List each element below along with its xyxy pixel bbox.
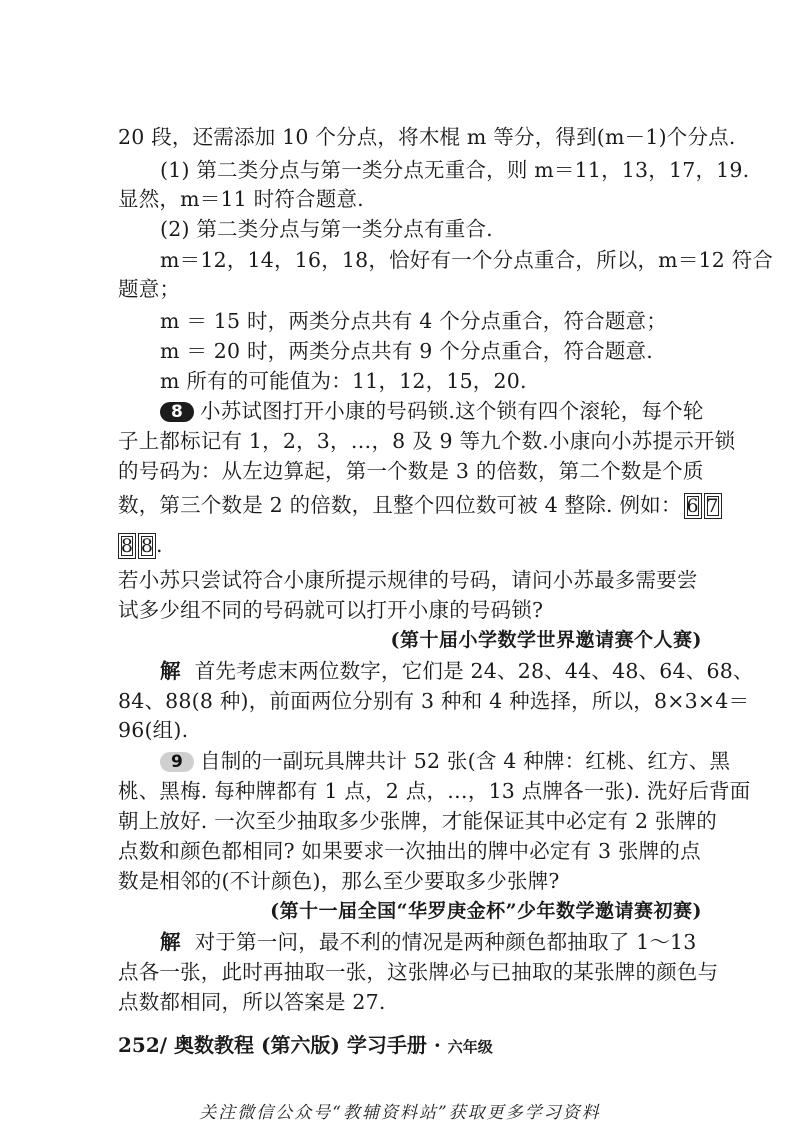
- text-line: 96(组).: [118, 718, 189, 742]
- text-line: m ＝ 20 时，两类分点共有 9 个分点重合，符合题意.: [160, 339, 653, 363]
- text-line-with-example: [118, 492, 719, 519]
- problem-number-badge: 8: [160, 402, 194, 422]
- example-code-continued: [118, 532, 684, 559]
- watermark-text: 关注微信公众号“教辅资料站”获取更多学习资料: [199, 1103, 601, 1123]
- solution-label: 解: [160, 659, 181, 683]
- period: .: [156, 533, 163, 557]
- text-line: 桃、黑梅. 每种牌都有 1 点，2 点，…，13 点牌各一张). 洗好后背面: [118, 779, 751, 803]
- text-line: 点数都相同，所以答案是 27.: [118, 990, 386, 1014]
- text-line: 的号码为：从左边算起，第一个数是 3 的倍数，第二个数是个质: [118, 459, 704, 483]
- text-line: 子上都标记有 1，2，3，…，8 及 9 等九个数.小康向小苏提示开锁: [118, 429, 736, 453]
- text-line: 试多少组不同的号码就可以打开小康的号码锁?: [118, 598, 544, 622]
- text-line: 数是相邻的(不计颜色)，那么至少要取多少张牌?: [118, 869, 560, 893]
- problem-text: 数，第三个数是 2 的倍数，且整个四位数可被 4 整除. 例如：: [118, 493, 682, 517]
- text-line: 84、88(8 种)，前面两位分别有 3 种和 4 种选择，所以，8×3×4＝: [118, 689, 750, 713]
- grade-label: 六年级: [447, 1038, 493, 1056]
- text-line: 20 段，还需添加 10 个分点，将木棍 m 等分，得到(m－1)个分点.: [118, 125, 736, 149]
- code-digit-box: 8: [138, 533, 156, 559]
- problem-text: 自制的一副玩具牌共计 52 张(含 4 种牌：红桃、红方、黑: [200, 749, 731, 773]
- solution-text: 对于第一问，最不利的情况是两种颜色都抽取了 1～13: [194, 930, 697, 954]
- page-number: 252/: [118, 1033, 168, 1057]
- text-line: m 所有的可能值为：11，12，15，20.: [160, 369, 527, 393]
- solution-first-line: [160, 929, 697, 955]
- code-digit-box: 6: [684, 493, 702, 519]
- book-title: 奥数教程 (第六版) 学习手册 ·: [167, 1033, 448, 1057]
- text-line: (1) 第二类分点与第一类分点无重合，则 m＝11，13，17，19.: [160, 158, 750, 182]
- code-digit-box: 8: [118, 533, 136, 559]
- text-line: (2) 第二类分点与第一类分点有重合.: [160, 217, 493, 241]
- problem-text: 小苏试图打开小康的号码锁.这个锁有四个滚轮，每个轮: [200, 399, 704, 423]
- code-digit-box: 7: [704, 493, 722, 519]
- problem-8-first-line: [160, 398, 704, 424]
- text-line: 点各一张，此时再抽取一张，这张牌必与已抽取的某张牌的颜色与: [118, 960, 719, 984]
- solution-label: 解: [160, 930, 181, 954]
- problem-source: (第十届小学数学世界邀请赛个人赛): [390, 629, 702, 651]
- text-line: 若小苏只尝试符合小康所提示规律的号码，请问小苏最多需要尝: [118, 568, 698, 592]
- text-line: m＝12，14，16，18，恰好有一个分点重合，所以，m＝12 符合: [160, 248, 774, 272]
- text-line: 朝上放好. 一次至少抽取多少张牌，才能保证其中必定有 2 张牌的: [118, 809, 718, 833]
- problem-source: (第十一届全国“华罗庚金杯”少年数学邀请赛初赛): [270, 900, 702, 922]
- text-line: 显然，m＝11 时符合题意.: [118, 187, 364, 211]
- text-line: 题意；: [118, 277, 181, 301]
- page-footer: [118, 1029, 493, 1058]
- problem-number-badge: 9: [160, 752, 194, 772]
- solution-first-line: [160, 658, 754, 684]
- text-line: m ＝ 15 时，两类分点共有 4 个分点重合，符合题意；: [160, 309, 667, 333]
- solution-text: 首先考虑末两位数字，它们是 24、28、44、48、64、68、: [194, 659, 754, 683]
- problem-9-first-line: [160, 748, 731, 774]
- text-line: 点数和颜色都相同? 如果要求一次抽出的牌中必定有 3 张牌的点: [118, 839, 701, 863]
